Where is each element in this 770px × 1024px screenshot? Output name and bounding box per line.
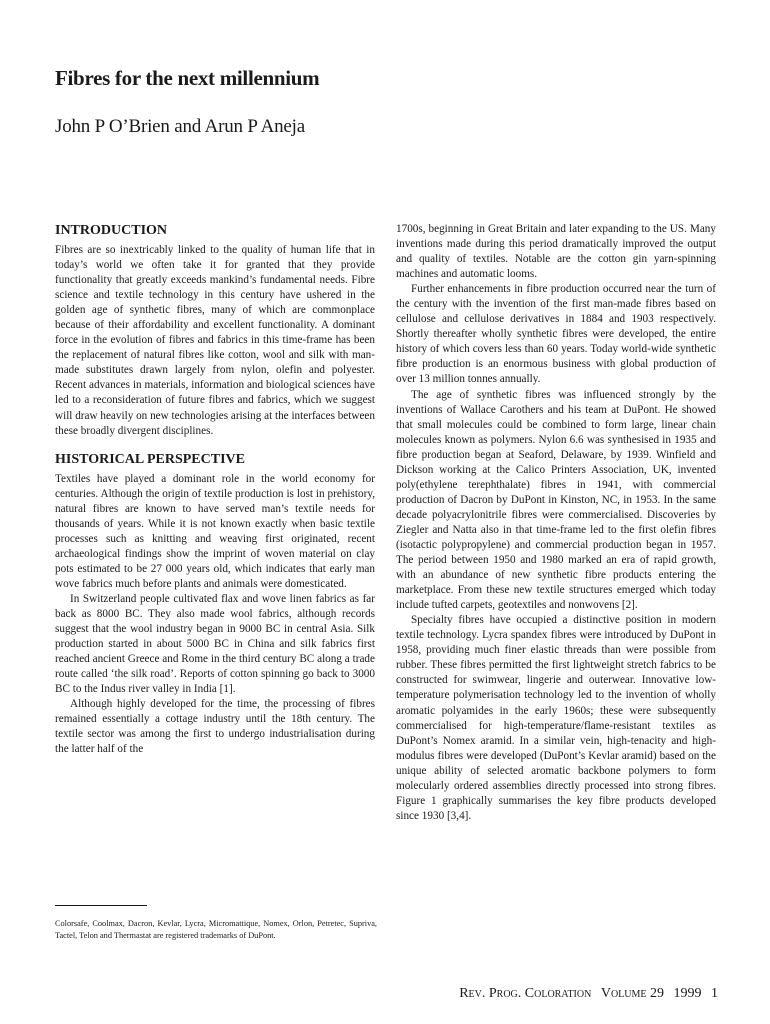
historical-paragraph-4: Further enhancements in fibre production occurred near the turn of the century with the invention of the first man-made fibres based on cellulose and cellulose derivatives in 1884 and 1903 respectively. Shortly thereafter wholly synthetic fibres were developed, the entire history of which covers less than 60 years. Today world-wide synthetic fibre production is an enormous business with global production of over 13 million tonnes annually. bbox=[396, 283, 716, 386]
intro-paragraph-1: Fibres are so inextricably linked to the quality of human life that in today’s world we often take it for granted that they provide functionality that greatly exceeds mankind’s fundamental needs. Fibre science and textile technology in this century have ushered in the golden age of synthetic fibres, many of which are commonplace because of their affordability and excellent functionality. A dominant force in the evolution of fibres and fabrics in this time-frame has been the replacement of natural fibres like cotton, wool and silk with man-made substitutes drawn largely from nylon, olefin and polyester. Recent advances in materials, information and biological sciences have led to a reconsideration of future fibres and fabrics, which we suggest will draw heavily on new technologies arising at the interfaces between these broadly divergent disciplines. bbox=[55, 244, 375, 437]
left-column bbox=[55, 222, 375, 758]
trademark-footnote: Colorsafe, Coolmax, Dacron, Kevlar, Lycra, Micromattique, Nomex, Orlon, Petretec, Supriva, Tactel, Telon and Thermastat are registered trademarks of DuPont. bbox=[55, 919, 377, 940]
article-authors: John P O’Brien and Arun P Aneja bbox=[55, 116, 305, 137]
historical-paragraph-6: Specialty fibres have occupied a distinctive position in modern textile technology. Lycra spandex fibres were introduced by DuPont in 1958, providing much finer elastic threads than were possible from rubber. These fibres permitted the first lightweight stretch fabrics to be constructed for swimwear, lingerie and outerwear. Innovative low-temperature polymerisation technology led to the invention of wholly aromatic polyamides in the early 1960s; these were subsequently commercialised for high-temperature/flame-resistant textiles as DuPont’s Nomex aramid. In a similar vein, high-tenacity and high-modulus fibres were developed (DuPont’s Kevlar aramid) based on the unique ability of selected aromatic backbone polymers to form molecularly ordered assemblies directly processed into strong fibres. Figure 1 graphically summarises the key fibre products developed since 1930 [3,4]. bbox=[396, 614, 716, 822]
historical-paragraph-3: Although highly developed for the time, the processing of fibres remained essentially a cottage industry until the 18th century. The textile sector was among the first to undergo industrialisation during the latter half of the bbox=[55, 698, 375, 756]
page-number: 1 bbox=[711, 986, 718, 1001]
historical-paragraph-5: The age of synthetic fibres was influenced strongly by the inventions of Wallace Carothers and his team at DuPont. He showed that small molecules could be combined to form large, linear chain molecules known as polymers. Nylon 6.6 was synthesised in 1935 and fibre production began at Seaford, Delaware, by 1939. Winfield and Dickson working at the Calico Printers Association, UK, invented poly(ethylene terephthalate) fibres in 1941, with commercial production of Dacron by DuPont in Kinston, NC, in 1953. In the same decade polyacrylonitrile fibres were commercialised. Discoveries by Ziegler and Natta also in that time-frame led to the first olefin fibres (isotactic polypropylene) and commercial production began in 1957. The period between 1950 and 1980 marked an era of rapid growth, with an abundance of new synthetic fibre products entering the marketplace. From these new textile structures emerged which today include tufted carpets, geotextiles and nonwovens [2]. bbox=[396, 388, 716, 612]
journal-name: Rev. Prog. Coloration bbox=[459, 986, 592, 1001]
running-footer bbox=[453, 986, 718, 1002]
footnote-divider bbox=[55, 905, 147, 906]
right-column bbox=[396, 222, 716, 824]
historical-paragraph-1: Textiles have played a dominant role in the world economy for centuries. Although the origin of textile production is lost in prehistory, natural fibres are known to have served man’s textile needs for thousands of years. While it is not known exactly when basic textile processes such as knitting and weaving first originated, recent archaeological findings show the imprint of woven material on clay pots estimated to be 27 000 years old, which indicates that early man wove fabrics much before plants and animals were domesticated. bbox=[55, 472, 375, 590]
article-title: Fibres for the next millennium bbox=[55, 66, 320, 90]
journal-volume: Volume 29 bbox=[600, 986, 664, 1001]
section-heading-introduction: INTRODUCTION bbox=[55, 223, 168, 238]
historical-paragraph-3-continued: 1700s, beginning in Great Britain and later expanding to the US. Many inventions made during this period dramatically improved the output and quality of textiles. Notable are the cotton gin yarn-spinning machines and automatic looms. bbox=[396, 223, 716, 281]
journal-year: 1999 bbox=[673, 986, 702, 1001]
section-heading-historical: HISTORICAL PERSPECTIVE bbox=[55, 451, 245, 467]
historical-paragraph-2: In Switzerland people cultivated flax and wove linen fabrics as far back as 8000 BC. They also made wool fabrics, although records suggest that the wool industry began in 9000 BC in central Asia. Silk production started in about 5000 BC in China and silk fabrics first reached ancient Greece and Rome in the third century BC along a trade route called ‘the silk road’. Reports of cotton spinning go back to 3000 BC to the Indus river valley in India [1]. bbox=[55, 592, 375, 696]
